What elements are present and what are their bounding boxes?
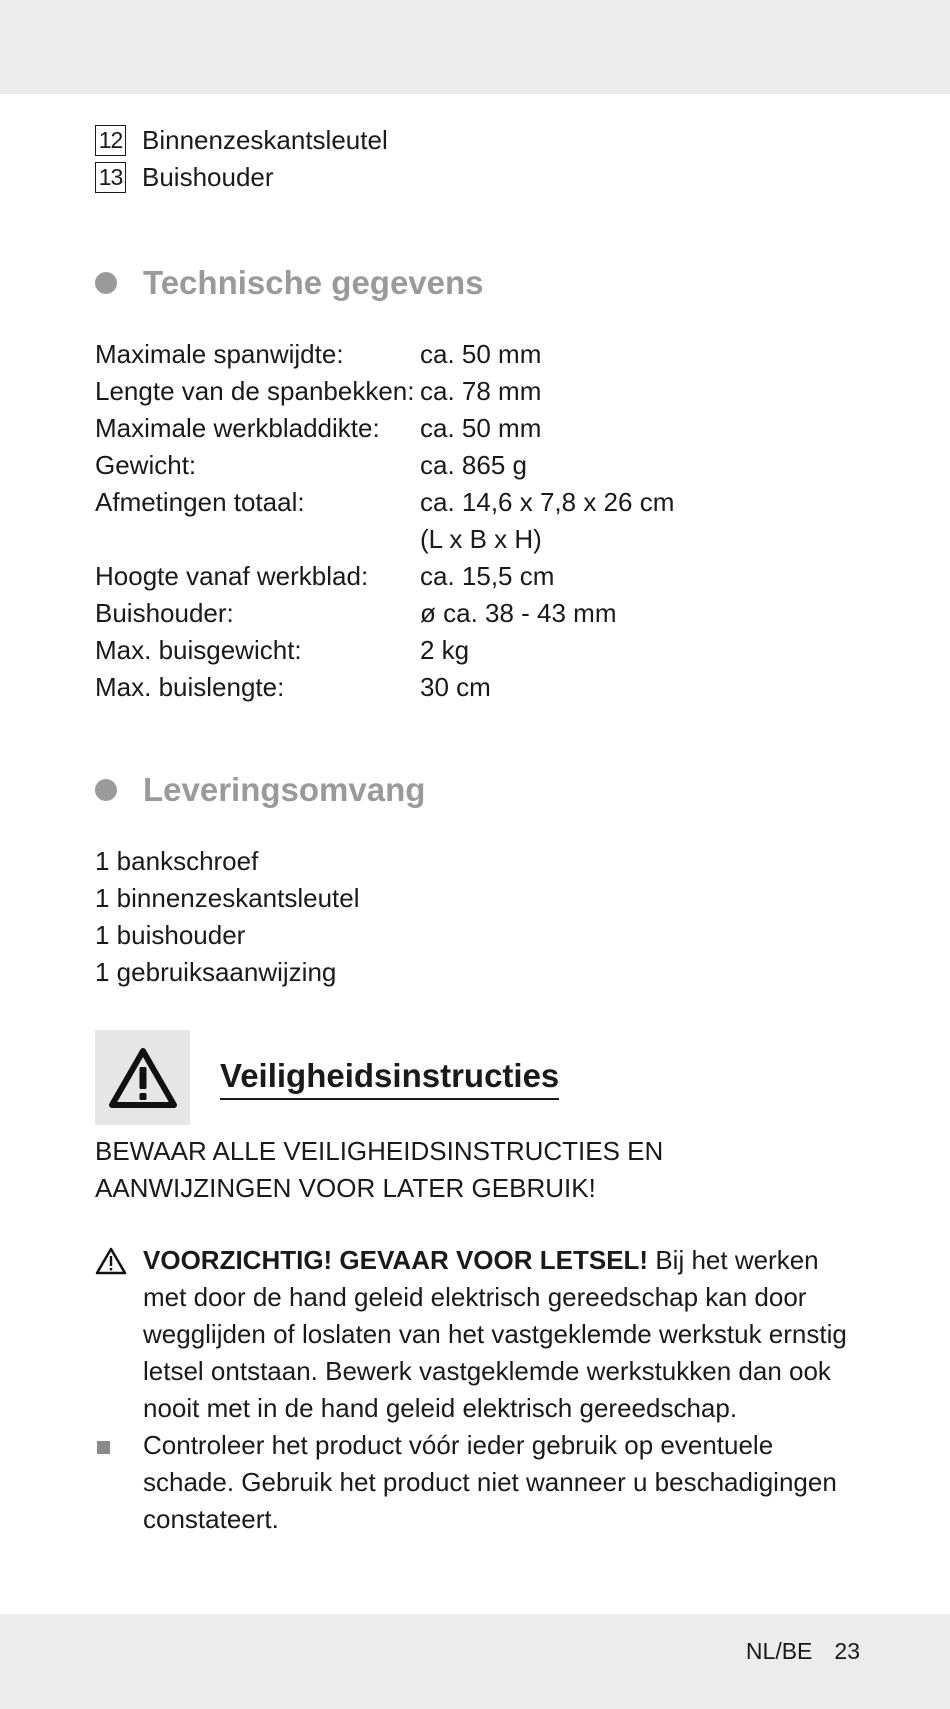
part-number-box: 12 [95, 125, 126, 156]
spec-value: ca. 78 mm [420, 376, 542, 406]
safety-header [95, 1030, 865, 1125]
list-item: 1 buishouder [95, 920, 246, 950]
heading-bullet-icon [95, 272, 117, 294]
spec-label: Hoogte vanaf werkblad: [95, 561, 369, 591]
spec-value: ca. 50 mm [420, 413, 542, 443]
spec-label: Maximale spanwijdte: [95, 339, 344, 369]
spec-label: Max. buisgewicht: [95, 635, 302, 665]
spec-label [95, 521, 420, 558]
spec-value: 30 cm [420, 672, 491, 702]
spec-row [95, 447, 865, 484]
delivery-heading-text: Leveringsomvang [143, 771, 426, 808]
delivery-list [95, 843, 865, 991]
spec-value: ca. 50 mm [420, 339, 542, 369]
spec-value: (L x B x H) [420, 524, 542, 554]
spec-label: Gewicht: [95, 450, 197, 480]
caution-heading: VOORZICHTIG! GEVAAR VOOR LETSEL! [143, 1245, 649, 1275]
spec-row [95, 373, 865, 410]
part-label: Buishouder [142, 162, 274, 192]
warning-triangle-icon [95, 1030, 190, 1125]
spec-value: ca. 15,5 cm [420, 561, 555, 591]
spec-row [95, 484, 865, 521]
technical-heading [95, 264, 865, 301]
keep-line: AANWIJZINGEN VOOR LATER GEBRUIK! [95, 1173, 596, 1203]
heading-bullet-icon [95, 779, 117, 801]
page-number: 23 [834, 1638, 860, 1664]
safety-title: Veiligheidsinstructies [220, 1056, 559, 1100]
spec-row [95, 410, 865, 447]
spec-value: ø ca. 38 - 43 mm [420, 598, 617, 628]
part-number-box: 13 [95, 162, 126, 193]
caution-paragraph [95, 1242, 865, 1427]
spec-label: Afmetingen totaal: [95, 487, 305, 517]
spec-row [95, 521, 865, 558]
part-item [95, 122, 865, 159]
top-margin-band [0, 0, 950, 94]
spec-value: ca. 14,6 x 7,8 x 26 cm [420, 487, 675, 517]
caution-text: Bij het werken met door de hand geleid elektrisch gereedschap kan door wegglijden of loslaten van het vastgeklemde werkstuk ernstig letsel ontstaan. Bewerk vastgeklemde werkstukken dan ook nooit met in de hand geleid elektrisch gereedschap. [143, 1245, 847, 1423]
spec-label: Maximale werkbladdikte: [95, 413, 380, 443]
page-content [95, 122, 865, 1538]
spec-label: Max. buislengte: [95, 672, 285, 702]
spec-row [95, 336, 865, 373]
spec-row [95, 558, 865, 595]
parts-list [95, 122, 865, 196]
list-item: 1 binnenzeskantsleutel [95, 883, 360, 913]
list-item: 1 bankschroef [95, 846, 259, 876]
bullet-text: Controleer het product vóór ieder gebruik op eventuele schade. Gebruik het product niet wanneer u beschadigingen constateert. [143, 1430, 837, 1534]
square-bullet-icon [97, 1441, 110, 1454]
keep-line: BEWAAR ALLE VEILIGHEIDSINSTRUCTIES EN [95, 1136, 664, 1166]
spec-row [95, 632, 865, 669]
list-item [95, 1427, 865, 1538]
delivery-heading [95, 771, 865, 808]
caution-triangle-icon [95, 1247, 127, 1285]
technical-heading-text: Technische gegevens [143, 264, 484, 301]
footer-locale: NL/BE [745, 1638, 813, 1664]
spec-label: Buishouder: [95, 598, 234, 628]
page-footer [746, 1638, 860, 1665]
part-label: Binnenzeskantsleutel [142, 125, 388, 155]
spec-label: Lengte van de spanbekken: [95, 376, 415, 406]
spec-value: 2 kg [420, 635, 470, 665]
list-item: 1 gebruiksaanwijzing [95, 957, 337, 987]
keep-instructions-text [95, 1133, 865, 1207]
part-item [95, 159, 865, 196]
spec-table [95, 336, 865, 706]
spec-value: ca. 865 g [420, 450, 527, 480]
spec-row [95, 669, 865, 706]
spec-row [95, 595, 865, 632]
